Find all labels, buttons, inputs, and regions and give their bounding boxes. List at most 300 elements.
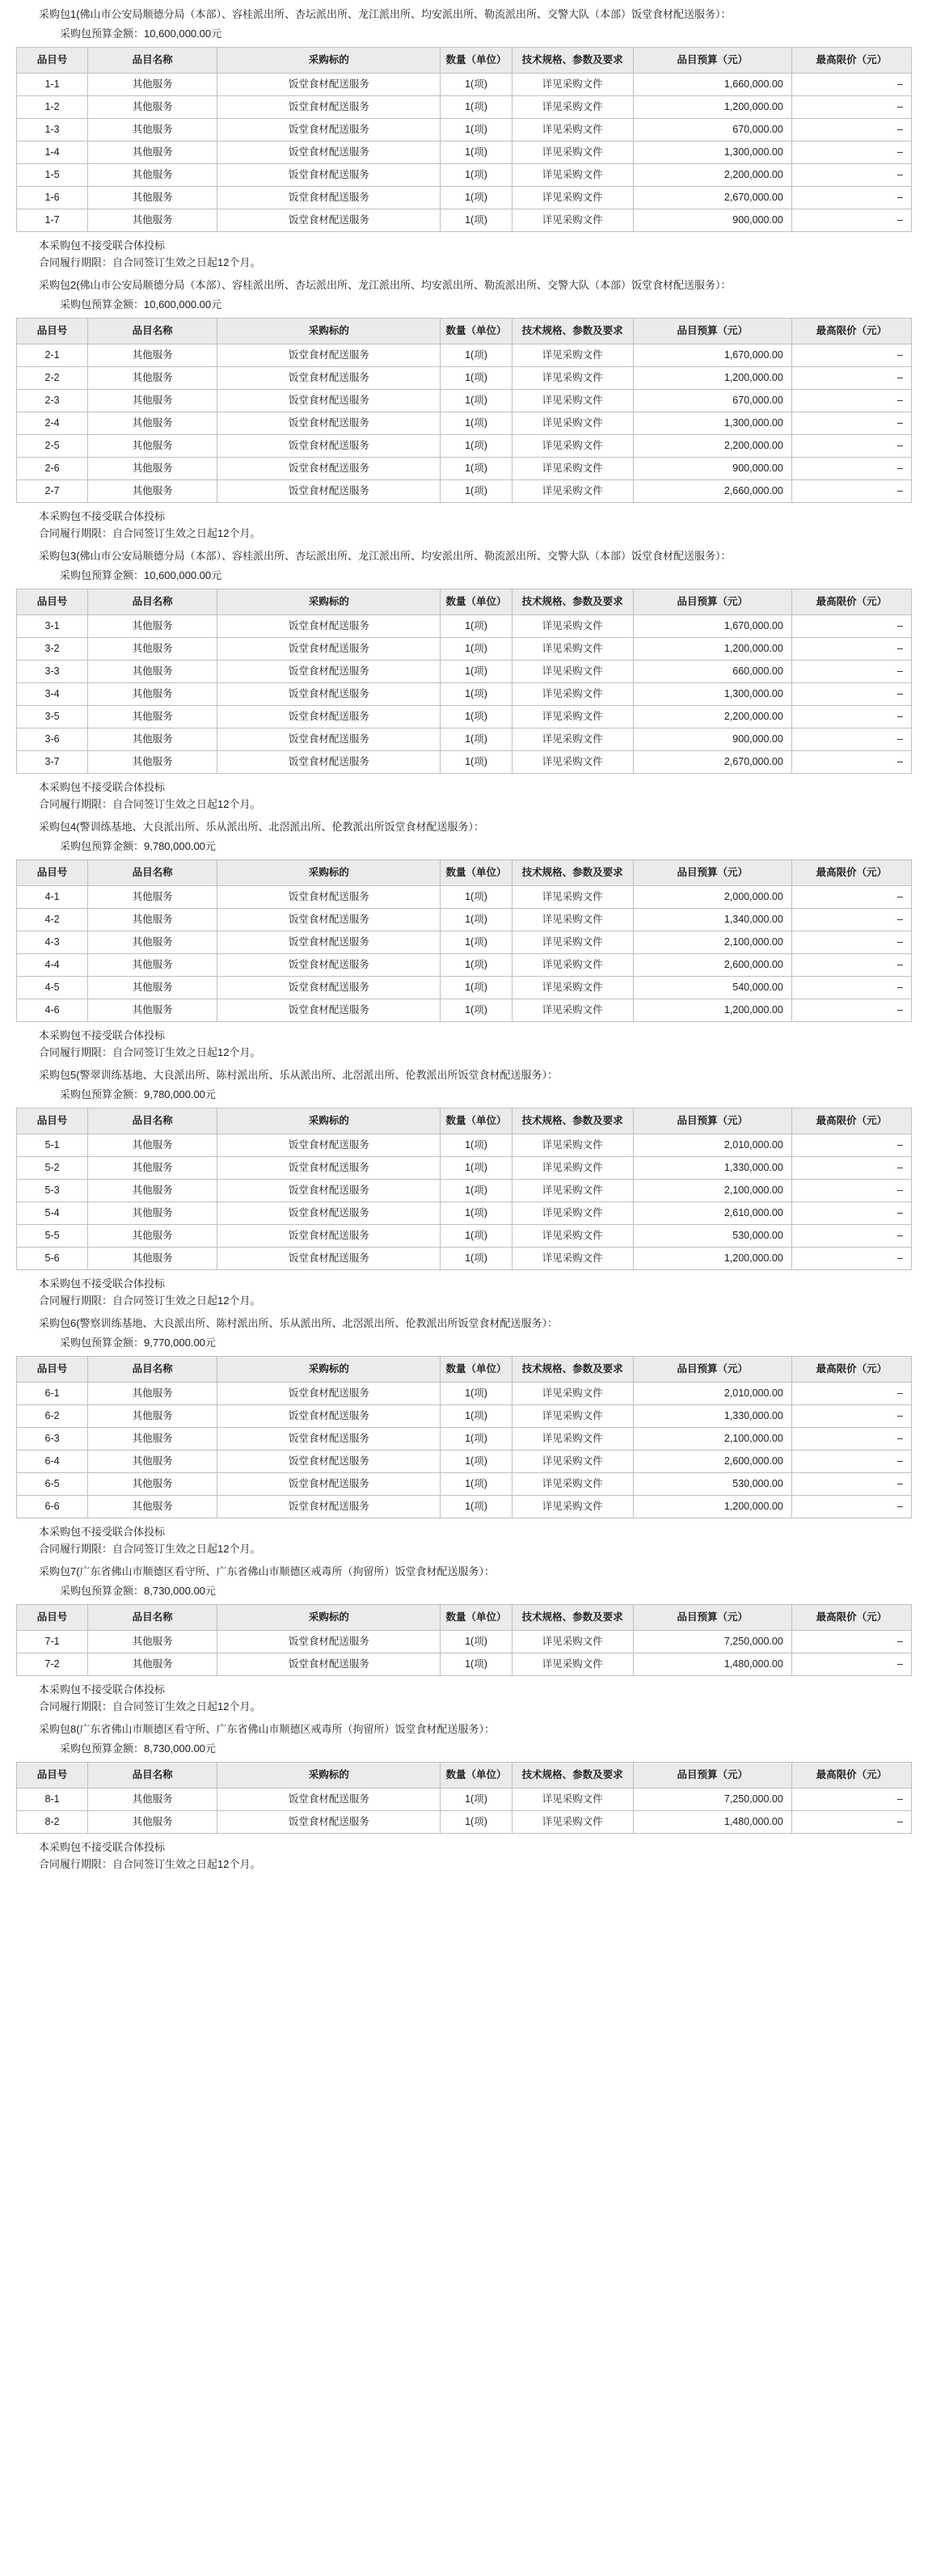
column-header: 品目预算（元） — [633, 1605, 791, 1631]
column-header: 技术规格、参数及要求 — [512, 1763, 633, 1788]
package-budget-amount: 采购包预算金额：10,600,000.00元 — [60, 298, 222, 310]
table-row — [17, 480, 912, 503]
item-price-cap: – — [791, 1248, 911, 1270]
package-notes — [0, 503, 928, 543]
item-code: 4-6 — [17, 999, 88, 1022]
item-spec: 详见采购文件 — [512, 706, 633, 728]
note-no-consortium: 本采购包不接受联合体投标 — [39, 1526, 166, 1538]
item-code: 2-4 — [17, 412, 88, 435]
item-code: 6-3 — [17, 1428, 88, 1451]
table-row — [17, 209, 912, 232]
package-items-table — [16, 47, 912, 232]
item-name: 其他服务 — [88, 1428, 217, 1451]
table-row — [17, 954, 912, 977]
table-row — [17, 1451, 912, 1473]
item-quantity: 1(项) — [441, 1225, 512, 1248]
item-budget: 1,200,000.00 — [633, 638, 791, 661]
note-no-consortium: 本采购包不接受联合体投标 — [39, 510, 166, 522]
item-price-cap: – — [791, 999, 911, 1022]
column-header: 最高限价（元） — [791, 1763, 911, 1788]
item-name: 其他服务 — [88, 435, 217, 458]
column-header: 采购标的 — [217, 1357, 441, 1383]
item-quantity: 1(项) — [441, 1157, 512, 1180]
note-contract-period: 合同履行期限：自合同签订生效之日起12个月。 — [39, 1294, 261, 1307]
item-quantity: 1(项) — [441, 480, 512, 503]
item-quantity: 1(项) — [441, 909, 512, 931]
item-name: 其他服务 — [88, 728, 217, 751]
item-spec: 详见采购文件 — [512, 931, 633, 954]
item-name: 其他服务 — [88, 1631, 217, 1653]
procurement-package — [0, 1314, 928, 1559]
table-row — [17, 1383, 912, 1405]
item-spec: 详见采购文件 — [512, 661, 633, 683]
item-code: 4-2 — [17, 909, 88, 931]
item-price-cap: – — [791, 480, 911, 503]
column-header: 技术规格、参数及要求 — [512, 1357, 633, 1383]
item-spec: 详见采购文件 — [512, 367, 633, 390]
item-spec: 详见采购文件 — [512, 954, 633, 977]
item-spec: 详见采购文件 — [512, 1428, 633, 1451]
item-target: 饭堂食材配送服务 — [217, 1202, 441, 1225]
note-contract-period: 合同履行期限：自合同签订生效之日起12个月。 — [39, 527, 261, 539]
item-name: 其他服务 — [88, 74, 217, 96]
table-row — [17, 931, 912, 954]
item-name: 其他服务 — [88, 480, 217, 503]
note-contract-period: 合同履行期限：自合同签订生效之日起12个月。 — [39, 1700, 261, 1712]
item-spec: 详见采购文件 — [512, 1202, 633, 1225]
column-header: 数量（单位） — [441, 1357, 512, 1383]
table-row — [17, 751, 912, 774]
item-quantity: 1(项) — [441, 1788, 512, 1811]
package-items-table — [16, 318, 912, 503]
item-code: 5-3 — [17, 1180, 88, 1202]
table-header-row — [17, 1357, 912, 1383]
table-row — [17, 1180, 912, 1202]
item-budget: 1,340,000.00 — [633, 909, 791, 931]
item-code: 6-4 — [17, 1451, 88, 1473]
item-spec: 详见采购文件 — [512, 119, 633, 141]
column-header: 数量（单位） — [441, 319, 512, 344]
item-spec: 详见采购文件 — [512, 886, 633, 909]
item-budget: 1,200,000.00 — [633, 1496, 791, 1518]
table-row — [17, 1202, 912, 1225]
column-header: 技术规格、参数及要求 — [512, 48, 633, 74]
item-budget: 900,000.00 — [633, 728, 791, 751]
item-budget: 7,250,000.00 — [633, 1788, 791, 1811]
column-header: 技术规格、参数及要求 — [512, 1109, 633, 1134]
item-price-cap: – — [791, 1405, 911, 1428]
procurement-package — [0, 276, 928, 543]
item-quantity: 1(项) — [441, 1811, 512, 1834]
item-quantity: 1(项) — [441, 344, 512, 367]
item-target: 饭堂食材配送服务 — [217, 931, 441, 954]
item-code: 2-5 — [17, 435, 88, 458]
item-budget: 2,010,000.00 — [633, 1134, 791, 1157]
item-target: 饭堂食材配送服务 — [217, 1496, 441, 1518]
item-price-cap: – — [791, 1811, 911, 1834]
item-name: 其他服务 — [88, 1180, 217, 1202]
item-code: 3-2 — [17, 638, 88, 661]
item-quantity: 1(项) — [441, 1202, 512, 1225]
item-price-cap: – — [791, 728, 911, 751]
item-name: 其他服务 — [88, 390, 217, 412]
column-header: 数量（单位） — [441, 589, 512, 615]
column-header: 技术规格、参数及要求 — [512, 860, 633, 886]
item-quantity: 1(项) — [441, 1134, 512, 1157]
item-quantity: 1(项) — [441, 1473, 512, 1496]
item-name: 其他服务 — [88, 1405, 217, 1428]
table-row — [17, 344, 912, 367]
item-code: 5-5 — [17, 1225, 88, 1248]
item-quantity: 1(项) — [441, 1631, 512, 1653]
note-contract-period: 合同履行期限：自合同签订生效之日起12个月。 — [39, 1543, 261, 1555]
item-spec: 详见采购文件 — [512, 909, 633, 931]
item-price-cap: – — [791, 751, 911, 774]
column-header: 品目预算（元） — [633, 589, 791, 615]
item-code: 3-5 — [17, 706, 88, 728]
item-budget: 2,200,000.00 — [633, 164, 791, 187]
item-spec: 详见采购文件 — [512, 480, 633, 503]
item-target: 饭堂食材配送服务 — [217, 344, 441, 367]
item-budget: 2,670,000.00 — [633, 187, 791, 209]
item-target: 饭堂食材配送服务 — [217, 1473, 441, 1496]
item-name: 其他服务 — [88, 1157, 217, 1180]
item-spec: 详见采购文件 — [512, 1134, 633, 1157]
item-name: 其他服务 — [88, 638, 217, 661]
table-row — [17, 390, 912, 412]
item-code: 1-1 — [17, 74, 88, 96]
table-row — [17, 1811, 912, 1834]
item-price-cap: – — [791, 1473, 911, 1496]
package-notes — [0, 774, 928, 814]
package-title: 采购包7(广东省佛山市顺德区看守所、广东省佛山市顺德区戒毒所（拘留所）饭堂食材配送服务）： — [39, 1565, 496, 1577]
item-spec: 详见采购文件 — [512, 728, 633, 751]
item-target: 饭堂食材配送服务 — [217, 1811, 441, 1834]
item-quantity: 1(项) — [441, 1428, 512, 1451]
item-spec: 详见采购文件 — [512, 209, 633, 232]
table-header-row — [17, 1605, 912, 1631]
item-price-cap: – — [791, 1157, 911, 1180]
column-header: 采购标的 — [217, 319, 441, 344]
item-name: 其他服务 — [88, 954, 217, 977]
package-notes — [0, 1270, 928, 1311]
item-spec: 详见采购文件 — [512, 1405, 633, 1428]
item-target: 饭堂食材配送服务 — [217, 1405, 441, 1428]
package-title: 采购包5(警翠训练基地、大良派出所、陈村派出所、乐从派出所、北滘派出所、伦教派出所饭堂食材配送服务）： — [39, 1069, 559, 1081]
item-spec: 详见采购文件 — [512, 390, 633, 412]
column-header: 最高限价（元） — [791, 1357, 911, 1383]
package-items-table — [16, 859, 912, 1022]
procurement-package — [0, 1066, 928, 1311]
item-target: 饭堂食材配送服务 — [217, 1134, 441, 1157]
item-code: 8-2 — [17, 1811, 88, 1834]
column-header: 品目名称 — [88, 1605, 217, 1631]
package-budget-amount: 采购包预算金额：9,780,000.00元 — [60, 840, 216, 852]
item-spec: 详见采购文件 — [512, 1788, 633, 1811]
item-budget: 660,000.00 — [633, 661, 791, 683]
item-code: 7-2 — [17, 1653, 88, 1676]
item-target: 饭堂食材配送服务 — [217, 751, 441, 774]
item-budget: 900,000.00 — [633, 458, 791, 480]
item-quantity: 1(项) — [441, 390, 512, 412]
item-code: 2-1 — [17, 344, 88, 367]
procurement-package — [0, 5, 928, 272]
item-code: 8-1 — [17, 1788, 88, 1811]
item-target: 饭堂食材配送服务 — [217, 886, 441, 909]
note-no-consortium: 本采购包不接受联合体投标 — [39, 1841, 166, 1853]
item-budget: 1,670,000.00 — [633, 344, 791, 367]
item-code: 3-7 — [17, 751, 88, 774]
item-name: 其他服务 — [88, 1788, 217, 1811]
table-header-row — [17, 589, 912, 615]
item-quantity: 1(项) — [441, 638, 512, 661]
item-code: 3-4 — [17, 683, 88, 706]
item-price-cap: – — [791, 638, 911, 661]
item-name: 其他服务 — [88, 706, 217, 728]
item-budget: 670,000.00 — [633, 119, 791, 141]
item-name: 其他服务 — [88, 1225, 217, 1248]
table-row — [17, 412, 912, 435]
column-header: 最高限价（元） — [791, 860, 911, 886]
table-row — [17, 74, 912, 96]
table-row — [17, 706, 912, 728]
note-contract-period: 合同履行期限：自合同签订生效之日起12个月。 — [39, 256, 261, 268]
table-row — [17, 661, 912, 683]
item-quantity: 1(项) — [441, 886, 512, 909]
item-budget: 1,300,000.00 — [633, 683, 791, 706]
item-price-cap: – — [791, 706, 911, 728]
item-target: 饭堂食材配送服务 — [217, 683, 441, 706]
package-budget-amount: 采购包预算金额：8,730,000.00元 — [60, 1585, 216, 1597]
table-row — [17, 1134, 912, 1157]
item-quantity: 1(项) — [441, 999, 512, 1022]
table-row — [17, 367, 912, 390]
item-spec: 详见采购文件 — [512, 1248, 633, 1270]
column-header: 品目号 — [17, 319, 88, 344]
item-target: 饭堂食材配送服务 — [217, 187, 441, 209]
item-budget: 1,300,000.00 — [633, 141, 791, 164]
item-code: 5-2 — [17, 1157, 88, 1180]
item-price-cap: – — [791, 661, 911, 683]
package-title: 采购包4(警训练基地、大良派出所、乐从派出所、北滘派出所、伦教派出所饭堂食材配送服务）： — [39, 821, 485, 833]
note-no-consortium: 本采购包不接受联合体投标 — [39, 1683, 166, 1696]
item-price-cap: – — [791, 1496, 911, 1518]
item-target: 饭堂食材配送服务 — [217, 1383, 441, 1405]
column-header: 品目预算（元） — [633, 1763, 791, 1788]
item-spec: 详见采购文件 — [512, 683, 633, 706]
item-quantity: 1(项) — [441, 1451, 512, 1473]
note-contract-period: 合同履行期限：自合同签订生效之日起12个月。 — [39, 798, 261, 810]
column-header: 品目名称 — [88, 1109, 217, 1134]
item-spec: 详见采购文件 — [512, 1383, 633, 1405]
item-code: 2-2 — [17, 367, 88, 390]
item-budget: 2,000,000.00 — [633, 886, 791, 909]
item-quantity: 1(项) — [441, 96, 512, 119]
item-code: 3-1 — [17, 615, 88, 638]
item-target: 饭堂食材配送服务 — [217, 458, 441, 480]
column-header: 采购标的 — [217, 860, 441, 886]
item-target: 饭堂食材配送服务 — [217, 119, 441, 141]
table-row — [17, 683, 912, 706]
table-header-row — [17, 48, 912, 74]
item-budget: 540,000.00 — [633, 977, 791, 999]
package-title: 采购包6(警察训练基地、大良派出所、陈村派出所、乐从派出所、北滘派出所、伦教派出所饭堂食材配送服务）： — [39, 1317, 559, 1329]
item-code: 7-1 — [17, 1631, 88, 1653]
item-quantity: 1(项) — [441, 954, 512, 977]
item-spec: 详见采购文件 — [512, 1496, 633, 1518]
item-quantity: 1(项) — [441, 119, 512, 141]
table-row — [17, 1788, 912, 1811]
item-spec: 详见采购文件 — [512, 999, 633, 1022]
item-name: 其他服务 — [88, 999, 217, 1022]
item-price-cap: – — [791, 1428, 911, 1451]
item-name: 其他服务 — [88, 1451, 217, 1473]
item-spec: 详见采购文件 — [512, 751, 633, 774]
item-budget: 1,670,000.00 — [633, 615, 791, 638]
item-budget: 1,480,000.00 — [633, 1811, 791, 1834]
item-quantity: 1(项) — [441, 1653, 512, 1676]
item-price-cap: – — [791, 344, 911, 367]
item-code: 1-4 — [17, 141, 88, 164]
item-name: 其他服务 — [88, 344, 217, 367]
item-quantity: 1(项) — [441, 661, 512, 683]
item-price-cap: – — [791, 412, 911, 435]
item-target: 饭堂食材配送服务 — [217, 1180, 441, 1202]
item-spec: 详见采购文件 — [512, 1225, 633, 1248]
package-budget-amount: 采购包预算金额：10,600,000.00元 — [60, 27, 222, 40]
package-notes — [0, 1676, 928, 1717]
item-spec: 详见采购文件 — [512, 344, 633, 367]
item-name: 其他服务 — [88, 458, 217, 480]
item-code: 3-6 — [17, 728, 88, 751]
column-header: 最高限价（元） — [791, 1605, 911, 1631]
item-target: 饭堂食材配送服务 — [217, 615, 441, 638]
column-header: 技术规格、参数及要求 — [512, 319, 633, 344]
table-row — [17, 977, 912, 999]
table-row — [17, 141, 912, 164]
table-row — [17, 1225, 912, 1248]
item-price-cap: – — [791, 1383, 911, 1405]
item-quantity: 1(项) — [441, 164, 512, 187]
package-items-table — [16, 1762, 912, 1834]
column-header: 采购标的 — [217, 48, 441, 74]
table-row — [17, 1248, 912, 1270]
item-price-cap: – — [791, 141, 911, 164]
item-budget: 1,480,000.00 — [633, 1653, 791, 1676]
item-budget: 1,660,000.00 — [633, 74, 791, 96]
item-code: 2-6 — [17, 458, 88, 480]
item-budget: 2,100,000.00 — [633, 931, 791, 954]
item-quantity: 1(项) — [441, 751, 512, 774]
column-header: 数量（单位） — [441, 1763, 512, 1788]
item-price-cap: – — [791, 1180, 911, 1202]
item-price-cap: – — [791, 683, 911, 706]
package-budget-amount: 采购包预算金额：10,600,000.00元 — [60, 569, 222, 581]
item-quantity: 1(项) — [441, 74, 512, 96]
item-target: 饭堂食材配送服务 — [217, 1248, 441, 1270]
item-name: 其他服务 — [88, 367, 217, 390]
item-quantity: 1(项) — [441, 728, 512, 751]
table-row — [17, 728, 912, 751]
item-name: 其他服务 — [88, 1653, 217, 1676]
item-quantity: 1(项) — [441, 615, 512, 638]
item-code: 5-1 — [17, 1134, 88, 1157]
item-budget: 7,250,000.00 — [633, 1631, 791, 1653]
item-quantity: 1(项) — [441, 412, 512, 435]
item-spec: 详见采购文件 — [512, 638, 633, 661]
item-spec: 详见采购文件 — [512, 187, 633, 209]
column-header: 品目号 — [17, 860, 88, 886]
item-price-cap: – — [791, 390, 911, 412]
column-header: 采购标的 — [217, 1109, 441, 1134]
column-header: 品目名称 — [88, 48, 217, 74]
item-target: 饭堂食材配送服务 — [217, 638, 441, 661]
item-target: 饭堂食材配送服务 — [217, 661, 441, 683]
item-spec: 详见采购文件 — [512, 1180, 633, 1202]
item-price-cap: – — [791, 1653, 911, 1676]
item-code: 1-6 — [17, 187, 88, 209]
procurement-package — [0, 1562, 928, 1717]
column-header: 最高限价（元） — [791, 589, 911, 615]
package-notes — [0, 1834, 928, 1874]
column-header: 最高限价（元） — [791, 1109, 911, 1134]
item-code: 6-2 — [17, 1405, 88, 1428]
procurement-package — [0, 547, 928, 814]
item-quantity: 1(项) — [441, 1248, 512, 1270]
item-budget: 530,000.00 — [633, 1225, 791, 1248]
item-code: 4-4 — [17, 954, 88, 977]
table-row — [17, 1653, 912, 1676]
note-no-consortium: 本采购包不接受联合体投标 — [39, 1029, 166, 1041]
item-spec: 详见采购文件 — [512, 1653, 633, 1676]
item-spec: 详见采购文件 — [512, 977, 633, 999]
column-header: 品目名称 — [88, 860, 217, 886]
item-name: 其他服务 — [88, 96, 217, 119]
item-target: 饭堂食材配送服务 — [217, 480, 441, 503]
item-price-cap: – — [791, 1788, 911, 1811]
table-row — [17, 886, 912, 909]
column-header: 品目号 — [17, 1357, 88, 1383]
item-name: 其他服务 — [88, 209, 217, 232]
package-notes — [0, 1022, 928, 1062]
item-code: 1-3 — [17, 119, 88, 141]
item-price-cap: – — [791, 615, 911, 638]
item-code: 1-2 — [17, 96, 88, 119]
item-name: 其他服务 — [88, 977, 217, 999]
item-budget: 1,200,000.00 — [633, 96, 791, 119]
item-name: 其他服务 — [88, 1134, 217, 1157]
column-header: 品目名称 — [88, 1763, 217, 1788]
item-code: 1-7 — [17, 209, 88, 232]
item-code: 4-3 — [17, 931, 88, 954]
item-target: 饭堂食材配送服务 — [217, 412, 441, 435]
item-target: 饭堂食材配送服务 — [217, 1428, 441, 1451]
package-title: 采购包1(佛山市公安局顺德分局（本部）、容桂派出所、杏坛派出所、龙江派出所、均安派出所、勒流派出所、交警大队（本部）饭堂食材配送服务）： — [39, 8, 732, 20]
table-header-row — [17, 860, 912, 886]
item-price-cap: – — [791, 458, 911, 480]
item-price-cap: – — [791, 164, 911, 187]
item-target: 饭堂食材配送服务 — [217, 999, 441, 1022]
item-spec: 详见采购文件 — [512, 1451, 633, 1473]
package-notes — [0, 1518, 928, 1559]
item-budget: 2,100,000.00 — [633, 1180, 791, 1202]
column-header: 数量（单位） — [441, 860, 512, 886]
column-header: 品目号 — [17, 48, 88, 74]
item-price-cap: – — [791, 931, 911, 954]
item-name: 其他服务 — [88, 412, 217, 435]
item-code: 1-5 — [17, 164, 88, 187]
column-header: 数量（单位） — [441, 1605, 512, 1631]
